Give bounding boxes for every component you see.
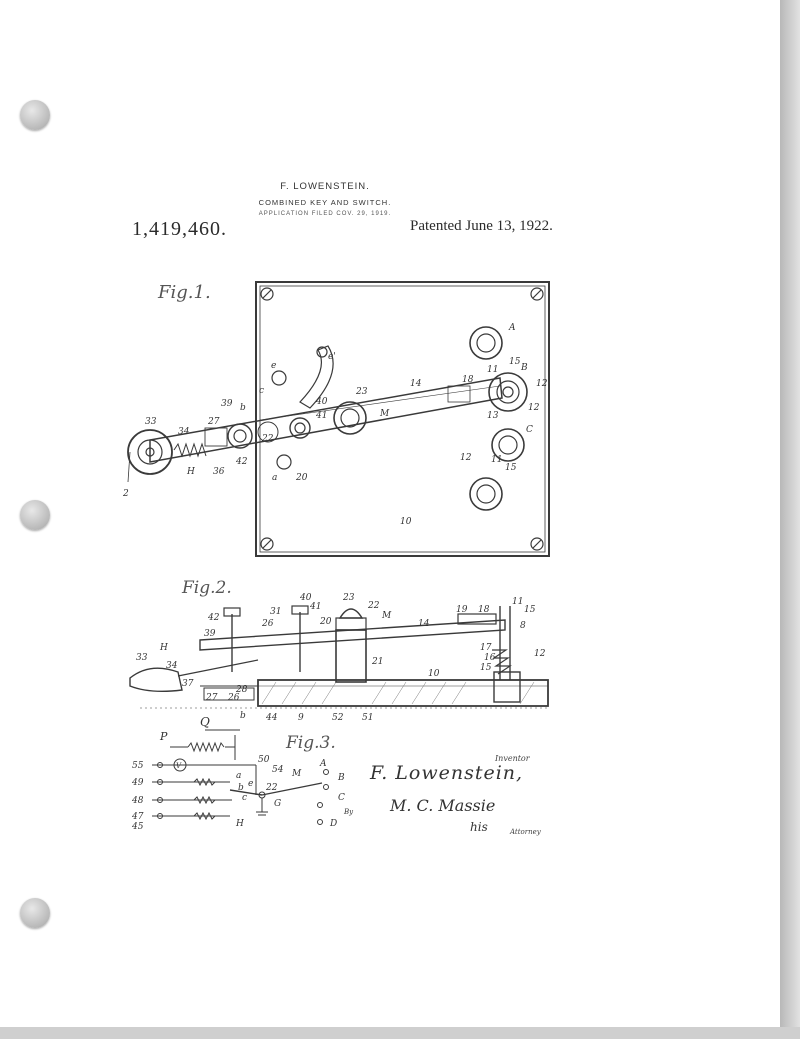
attorney-caption: Attorney <box>510 828 541 836</box>
svg-text:34: 34 <box>166 661 178 671</box>
fig2-label: Fig.2. <box>182 578 232 598</box>
svg-text:22: 22 <box>266 783 278 793</box>
svg-text:18: 18 <box>478 605 490 615</box>
svg-text:42: 42 <box>236 457 248 467</box>
svg-text:20: 20 <box>296 473 308 483</box>
svg-text:34: 34 <box>178 427 190 437</box>
svg-text:36: 36 <box>213 467 225 477</box>
svg-text:41: 41 <box>310 602 322 612</box>
fig3-label: Fig.3. <box>286 733 336 753</box>
svg-text:54: 54 <box>272 765 284 775</box>
svg-text:11: 11 <box>491 455 503 465</box>
svg-text:c: c <box>242 793 248 803</box>
svg-text:H: H <box>187 467 195 477</box>
svg-text:15: 15 <box>524 605 536 615</box>
svg-text:49: 49 <box>132 778 144 788</box>
svg-text:39: 39 <box>221 399 233 409</box>
svg-text:51: 51 <box>362 713 374 723</box>
svg-text:H: H <box>160 643 168 653</box>
fig1-drawing <box>128 282 549 556</box>
svg-text:e: e <box>248 779 254 789</box>
svg-text:15: 15 <box>509 357 521 367</box>
svg-text:b: b <box>238 783 244 793</box>
svg-text:11: 11 <box>512 597 524 607</box>
svg-text:27: 27 <box>206 693 218 703</box>
reference-numerals <box>122 323 548 832</box>
svg-text:13: 13 <box>487 411 499 421</box>
svg-text:20: 20 <box>320 617 332 627</box>
svg-text:55: 55 <box>132 761 144 771</box>
svg-text:31: 31 <box>270 607 282 617</box>
svg-text:12: 12 <box>536 379 548 389</box>
svg-text:B: B <box>521 363 528 373</box>
svg-text:a: a <box>236 771 242 781</box>
svg-text:8: 8 <box>520 621 526 631</box>
svg-text:C: C <box>338 793 345 803</box>
svg-text:12: 12 <box>534 649 546 659</box>
svg-text:28: 28 <box>236 685 248 695</box>
svg-text:21: 21 <box>372 657 384 667</box>
svg-text:e: e <box>271 361 277 371</box>
svg-text:37: 37 <box>182 679 194 689</box>
svg-text:22: 22 <box>262 434 274 444</box>
svg-text:H: H <box>236 819 244 829</box>
fig1-label: Fig.1. <box>158 282 211 303</box>
svg-text:Q: Q <box>200 715 210 729</box>
svg-text:10: 10 <box>428 669 440 679</box>
svg-text:52: 52 <box>332 713 344 723</box>
svg-text:C: C <box>526 425 533 435</box>
svg-text:33: 33 <box>145 417 157 427</box>
svg-text:17: 17 <box>480 643 492 653</box>
patent-number: 1,419,460. <box>132 218 227 240</box>
svg-text:b: b <box>240 711 246 721</box>
svg-text:e': e' <box>328 352 336 362</box>
svg-text:12: 12 <box>460 453 472 463</box>
svg-text:27: 27 <box>208 417 220 427</box>
svg-text:G: G <box>274 799 282 809</box>
svg-text:A: A <box>509 323 516 333</box>
svg-text:10: 10 <box>400 517 412 527</box>
svg-text:15: 15 <box>480 663 492 673</box>
svg-text:50: 50 <box>258 755 270 765</box>
application-filed: APPLICATION FILED COV. 29, 1919. <box>258 211 392 217</box>
svg-text:By: By <box>344 808 354 816</box>
svg-text:42: 42 <box>208 613 220 623</box>
svg-text:16: 16 <box>484 653 496 663</box>
svg-text:47: 47 <box>132 812 144 822</box>
page-edge-shadow <box>780 0 800 1039</box>
page-bottom-edge <box>0 1027 800 1039</box>
svg-text:40: 40 <box>300 593 312 603</box>
svg-text:b: b <box>240 403 246 413</box>
svg-text:23: 23 <box>356 387 368 397</box>
svg-text:18: 18 <box>462 375 474 385</box>
svg-text:15: 15 <box>505 463 517 473</box>
svg-text:9: 9 <box>298 713 304 723</box>
svg-text:D: D <box>330 819 338 829</box>
attorney-by: his <box>470 820 488 834</box>
inventor-caption: Inventor <box>495 754 530 763</box>
svg-text:11: 11 <box>487 365 499 375</box>
svg-text:V: V <box>176 762 182 770</box>
svg-text:26: 26 <box>262 619 274 629</box>
svg-text:14: 14 <box>410 379 422 389</box>
svg-text:B: B <box>338 773 345 783</box>
svg-text:2: 2 <box>123 489 129 499</box>
svg-text:23: 23 <box>343 593 355 603</box>
invention-title: COMBINED KEY AND SWITCH. <box>258 198 392 207</box>
svg-text:45: 45 <box>132 822 144 832</box>
svg-text:M: M <box>380 409 390 419</box>
inventor-name: F. LOWENSTEIN. <box>280 181 370 192</box>
svg-text:M: M <box>292 769 302 779</box>
svg-text:P: P <box>160 730 168 743</box>
svg-text:33: 33 <box>136 653 148 663</box>
svg-text:22: 22 <box>368 601 380 611</box>
svg-text:40: 40 <box>316 397 328 407</box>
svg-text:a: a <box>272 473 278 483</box>
svg-text:44: 44 <box>266 713 278 723</box>
svg-text:19: 19 <box>456 605 468 615</box>
svg-text:A: A <box>320 759 327 769</box>
svg-text:14: 14 <box>418 619 430 629</box>
attorney-signature: M. C. Massie <box>390 796 496 815</box>
inventor-signature: F. Lowenstein, <box>370 762 524 784</box>
svg-text:12: 12 <box>528 403 540 413</box>
svg-text:41: 41 <box>316 411 328 421</box>
svg-text:48: 48 <box>132 796 144 806</box>
svg-text:c: c <box>259 386 265 396</box>
svg-text:26: 26 <box>228 693 240 703</box>
svg-text:M: M <box>382 611 392 621</box>
patented-date: Patented June 13, 1922. <box>410 218 553 234</box>
svg-text:39: 39 <box>204 629 216 639</box>
